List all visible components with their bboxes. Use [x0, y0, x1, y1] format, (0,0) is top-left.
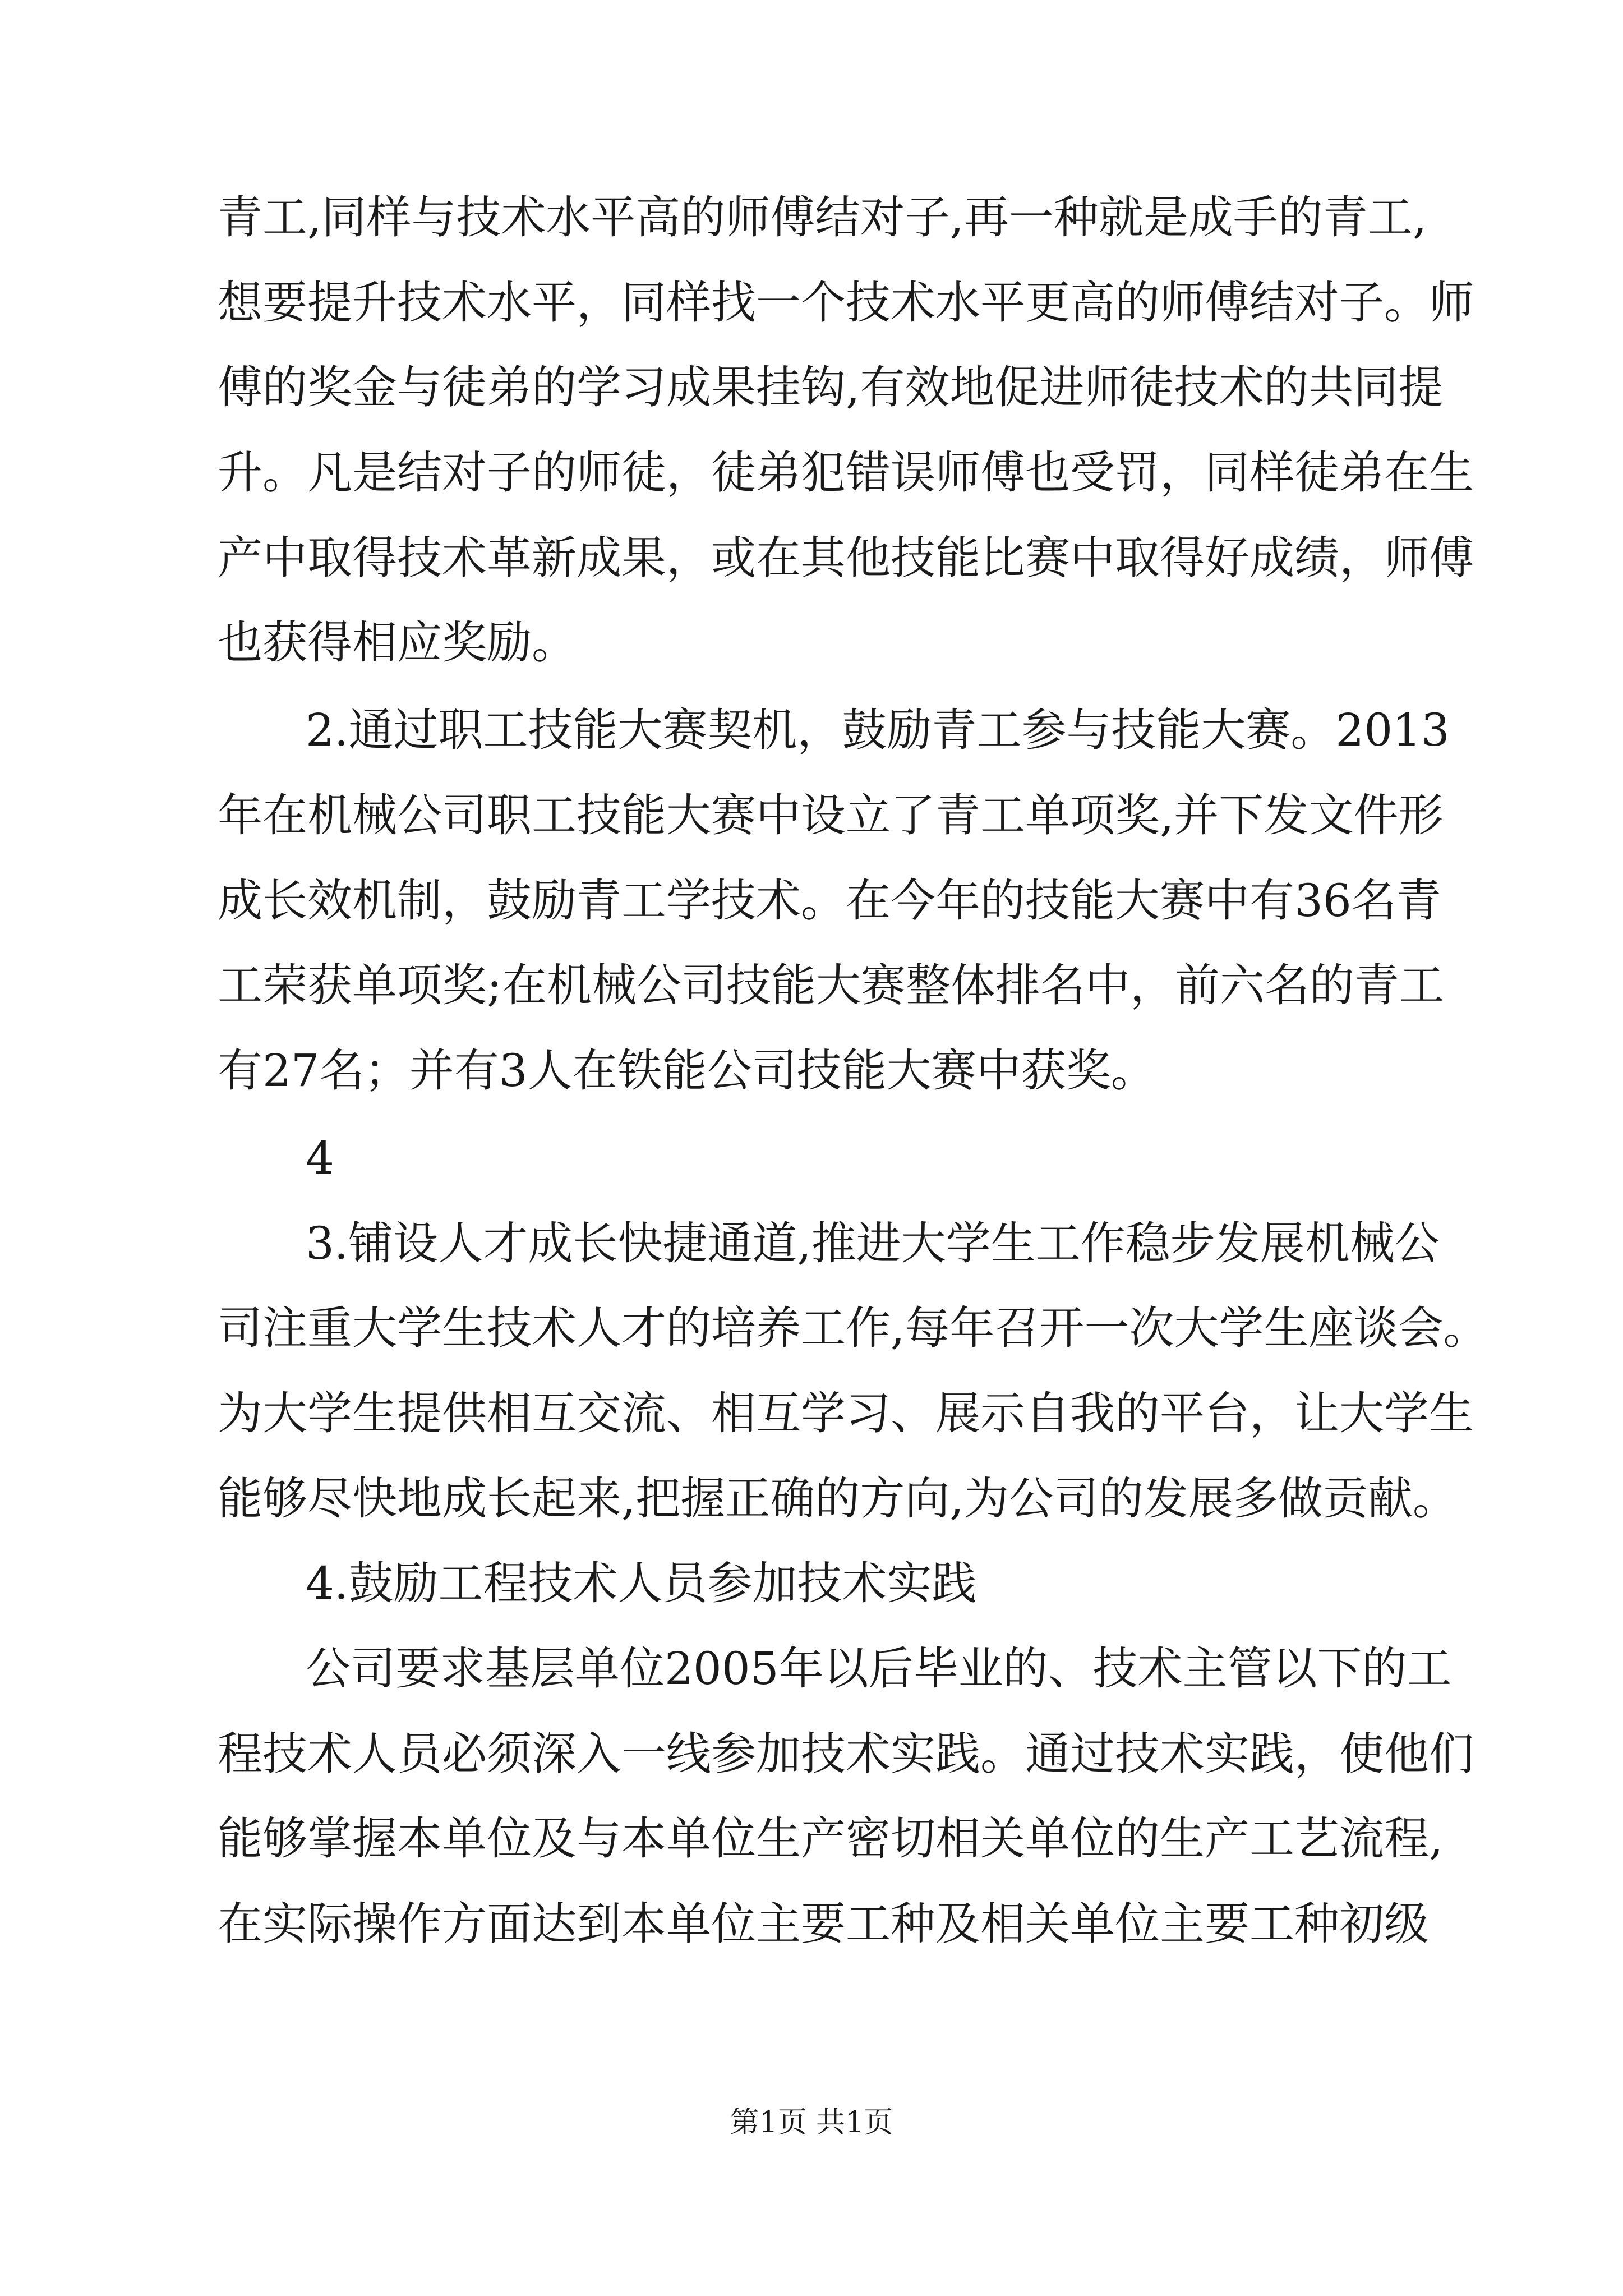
- text-line: 有27名；并有3人在铁能公司技能大赛中获奖。: [218, 1045, 1156, 1097]
- text-line: 年在机械公司职工技能大赛中设立了青工单项奖,并下发文件形: [218, 789, 1444, 841]
- text-line: 能够掌握本单位及与本单位生产密切相关单位的生产工艺流程,: [218, 1812, 1444, 1865]
- text-line: 为大学生提供相互交流、相互学习、展示自我的平台，让大学生: [218, 1387, 1474, 1439]
- paragraph-start-line: 3.铺设人才成长快捷通道,推进大学生工作稳步发展机械公: [306, 1217, 1440, 1269]
- text-line: 青工,同样与技术水平高的师傅结对子,再一种就是成手的青工,: [218, 191, 1427, 243]
- text-line: 也获得相应奖励。: [218, 616, 577, 669]
- paragraph-start-line: 2.通过职工技能大赛契机，鼓励青工参与技能大赛。2013: [306, 704, 1450, 756]
- text-line: 能够尽快地成长起来,把握正确的方向,为公司的发展多做贡献。: [218, 1473, 1458, 1525]
- text-line: 司注重大学生技术人才的培养工作,每年召开一次大学生座谈会。: [218, 1302, 1488, 1354]
- text-line: 工荣获单项奖;在机械公司技能大赛整体排名中，前六名的青工: [218, 959, 1444, 1011]
- text-line: 成长效机制，鼓励青工学技术。在今年的技能大赛中有36名青: [218, 875, 1441, 927]
- text-line: 在实际操作方面达到本单位主要工种及相关单位主要工种初级: [218, 1898, 1429, 1950]
- section-heading: 4.鼓励工程技术人员参加技术实践: [306, 1557, 977, 1609]
- text-line: 产中取得技术革新成果，或在其他技能比赛中取得好成绩，师傅: [218, 532, 1474, 584]
- page-footer: 第1页 共1页: [730, 2106, 893, 2139]
- text-line: 想要提升技术水平，同样找一个技术水平更高的师傅结对子。师: [218, 277, 1474, 329]
- page-number-text: 4: [306, 1132, 334, 1184]
- text-line: 傅的奖金与徒弟的学习成果挂钩,有效地促进师徒技术的共同提: [218, 361, 1444, 413]
- text-line: 升。凡是结对子的师徒，徒弟犯错误师傅也受罚，同样徒弟在生: [218, 447, 1474, 499]
- paragraph-start-line: 公司要求基层单位2005年以后毕业的、技术主管以下的工: [306, 1642, 1452, 1695]
- text-line: 程技术人员必须深入一线参加技术实践。通过技术实践，使他们: [218, 1728, 1474, 1780]
